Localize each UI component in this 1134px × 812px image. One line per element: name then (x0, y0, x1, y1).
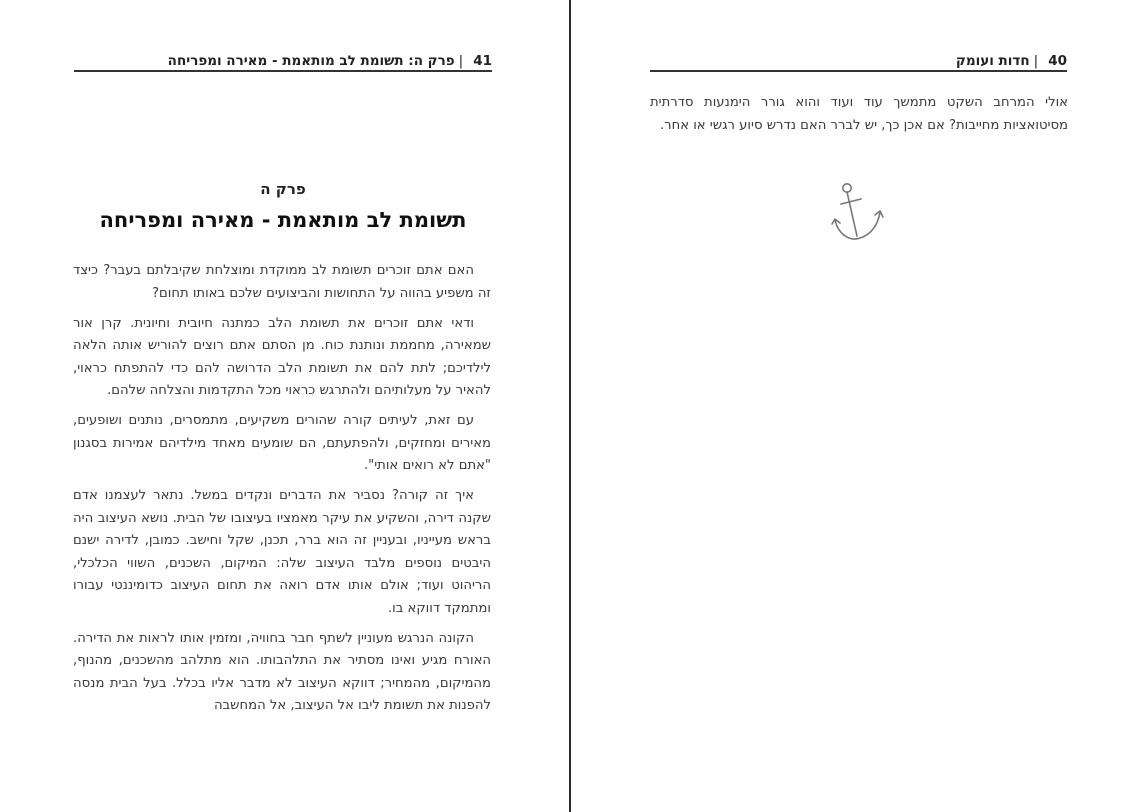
chapter-label: פרק ה (260, 180, 306, 198)
paragraph: עם זאת, לעיתים קורה שהורים משקיעים, מתמסרים, נותנים ושופעים, מאירים ומחזקים, ולהפתעתם, הם שומעים מאחד מילדיהם אמירות בסגנון "אתם לא רואים אותי". (73, 413, 491, 473)
paragraph: ודאי אתם זוכרים את תשומת הלב כמתנה חיובית וחיונית. קרן אור שמאירה, מחממת ונותנת כוח. מן הסתם אתם רוצים להוריש אותה הלאה לילדיכם; לתת להם את תשומת הלב הדרושה להם כדי להתפתח כראוי, להאיר על מעלותיהם ולהתרגש כראוי מכל התקדמות והצלחה שלהם. (73, 315, 491, 398)
header-title: חדות ועומק (955, 53, 1030, 69)
page-gutter (569, 0, 571, 812)
paragraph: איך זה קורה? נסביר את הדברים ונקדים במשל. נתאר לעצמנו אדם שקנה דירה, והשקיע את עיקר מאמציו בעיצובו של הבית. נושא העיצוב היה בראש מעייניו, ובעניין זה הוא ברר, תכנן, שקל וחישב. כמובן, לדירה ישנם היבטים נוספים מלבד העיצוב שלה: המיקום, השכנים, השווי הכלכלי, הריהוט ועוד; אולם אותו אדם רואה את תחום העיצוב כדומיננטי עבורו ומתמקד דווקא בו. (73, 488, 491, 616)
paragraph: הקונה הנרגש מעוניין לשתף חבר בחוויה, ומזמין אותו לראות את הדירה. האורח מגיע ואינו מסתיר את התלהבותו. הוא מתלהב מהשכנים, מהנוף, מהמיקום, מהמחיר; דווקא העיצוב לא מדבר אליו בכלל. בעל הבית מנסה להפנות את תשומת ליבו אל העיצוב, אל המחשבה (73, 630, 491, 713)
page-number: 41 (473, 53, 492, 69)
running-header-right (650, 52, 1067, 72)
anchor-icon (830, 182, 886, 244)
header-title: פרק ה: תשומת לב מותאמת - מאירה ומפריחה (167, 53, 455, 69)
page-number: 40 (1048, 53, 1067, 69)
chapter-body (73, 260, 491, 725)
header-separator: | (1033, 53, 1039, 69)
header-separator: | (458, 53, 464, 69)
paragraph: האם אתם זוכרים תשומת לב ממוקדת ומוצלחת שקיבלתם בעבר? כיצד זה משפיע בהווה על התחושות והביצועים שלכם באותו תחום? (73, 263, 491, 301)
paragraph: אולי המרחב השקט מתמשך עוד ועוד והוא גורר הימנעות סדרתית מסיטואציות מחייבות? אם אכן כך, יש לברר האם נדרש סיוע רגשי או אחר. (650, 95, 1068, 133)
running-header-left (74, 52, 492, 72)
right-page (572, 0, 1134, 812)
chapter-title: תשומת לב מותאמת - מאירה ומפריחה (99, 208, 467, 232)
continued-text (650, 92, 1068, 137)
